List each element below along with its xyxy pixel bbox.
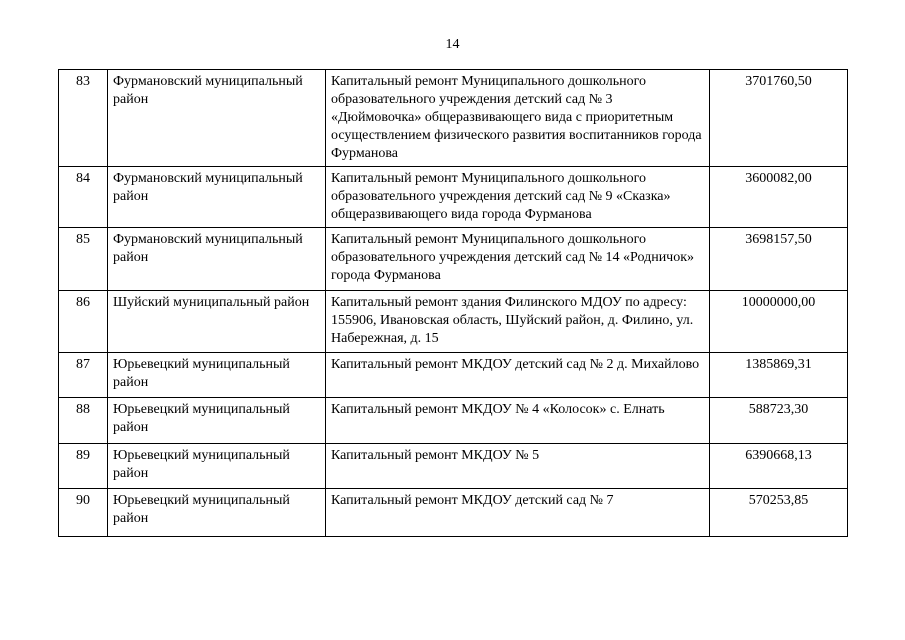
row-number: 85 [59,228,108,291]
amount-cell: 10000000,00 [710,291,848,353]
row-number: 88 [59,398,108,444]
district-cell: Фурмановский муниципальный район [108,228,326,291]
table-row [59,291,848,353]
district-cell: Фурмановский муниципальный район [108,70,326,167]
amount-cell: 6390668,13 [710,444,848,489]
row-number: 83 [59,70,108,167]
table-row [59,444,848,489]
amount-cell: 1385869,31 [710,353,848,398]
table-row [59,489,848,537]
object-cell: Капитальный ремонт Муниципального дошкольного образовательного учреждения детский сад № 9 «Сказка» общеразвивающего вида города Фурманова [326,167,710,228]
object-cell: Капитальный ремонт МКДОУ детский сад № 2 д. Михайлово [326,353,710,398]
object-cell: Капитальный ремонт МКДОУ детский сад № 7 [326,489,710,537]
district-cell: Юрьевецкий муниципальный район [108,489,326,537]
table-row [59,70,848,167]
amount-cell: 570253,85 [710,489,848,537]
row-number: 89 [59,444,108,489]
district-cell: Шуйский муниципальный район [108,291,326,353]
repair-funding-table [58,69,848,537]
amount-cell: 3698157,50 [710,228,848,291]
object-cell: Капитальный ремонт Муниципального дошкольного образовательного учреждения детский сад № 3 «Дюймовочка» общеразвивающего вида с приоритетным осуществлением физического развития воспитанников города Фурманова [326,70,710,167]
amount-cell: 3600082,00 [710,167,848,228]
object-cell: Капитальный ремонт Муниципального дошкольного образовательного учреждения детский сад № 14 «Родничок» города Фурманова [326,228,710,291]
table-row [59,353,848,398]
amount-cell: 588723,30 [710,398,848,444]
district-cell: Юрьевецкий муниципальный район [108,398,326,444]
amount-cell: 3701760,50 [710,70,848,167]
row-number: 87 [59,353,108,398]
object-cell: Капитальный ремонт МКДОУ № 5 [326,444,710,489]
row-number: 90 [59,489,108,537]
table-row [59,228,848,291]
object-cell: Капитальный ремонт здания Филинского МДОУ по адресу: 155906, Ивановская область, Шуйский район, д. Филино, ул. Набережная, д. 15 [326,291,710,353]
district-cell: Фурмановский муниципальный район [108,167,326,228]
page-number: 14 [445,37,460,52]
district-cell: Юрьевецкий муниципальный район [108,353,326,398]
district-cell: Юрьевецкий муниципальный район [108,444,326,489]
table-row [59,167,848,228]
row-number: 84 [59,167,108,228]
row-number: 86 [59,291,108,353]
table-row [59,398,848,444]
object-cell: Капитальный ремонт МКДОУ № 4 «Колосок» с. Елнать [326,398,710,444]
